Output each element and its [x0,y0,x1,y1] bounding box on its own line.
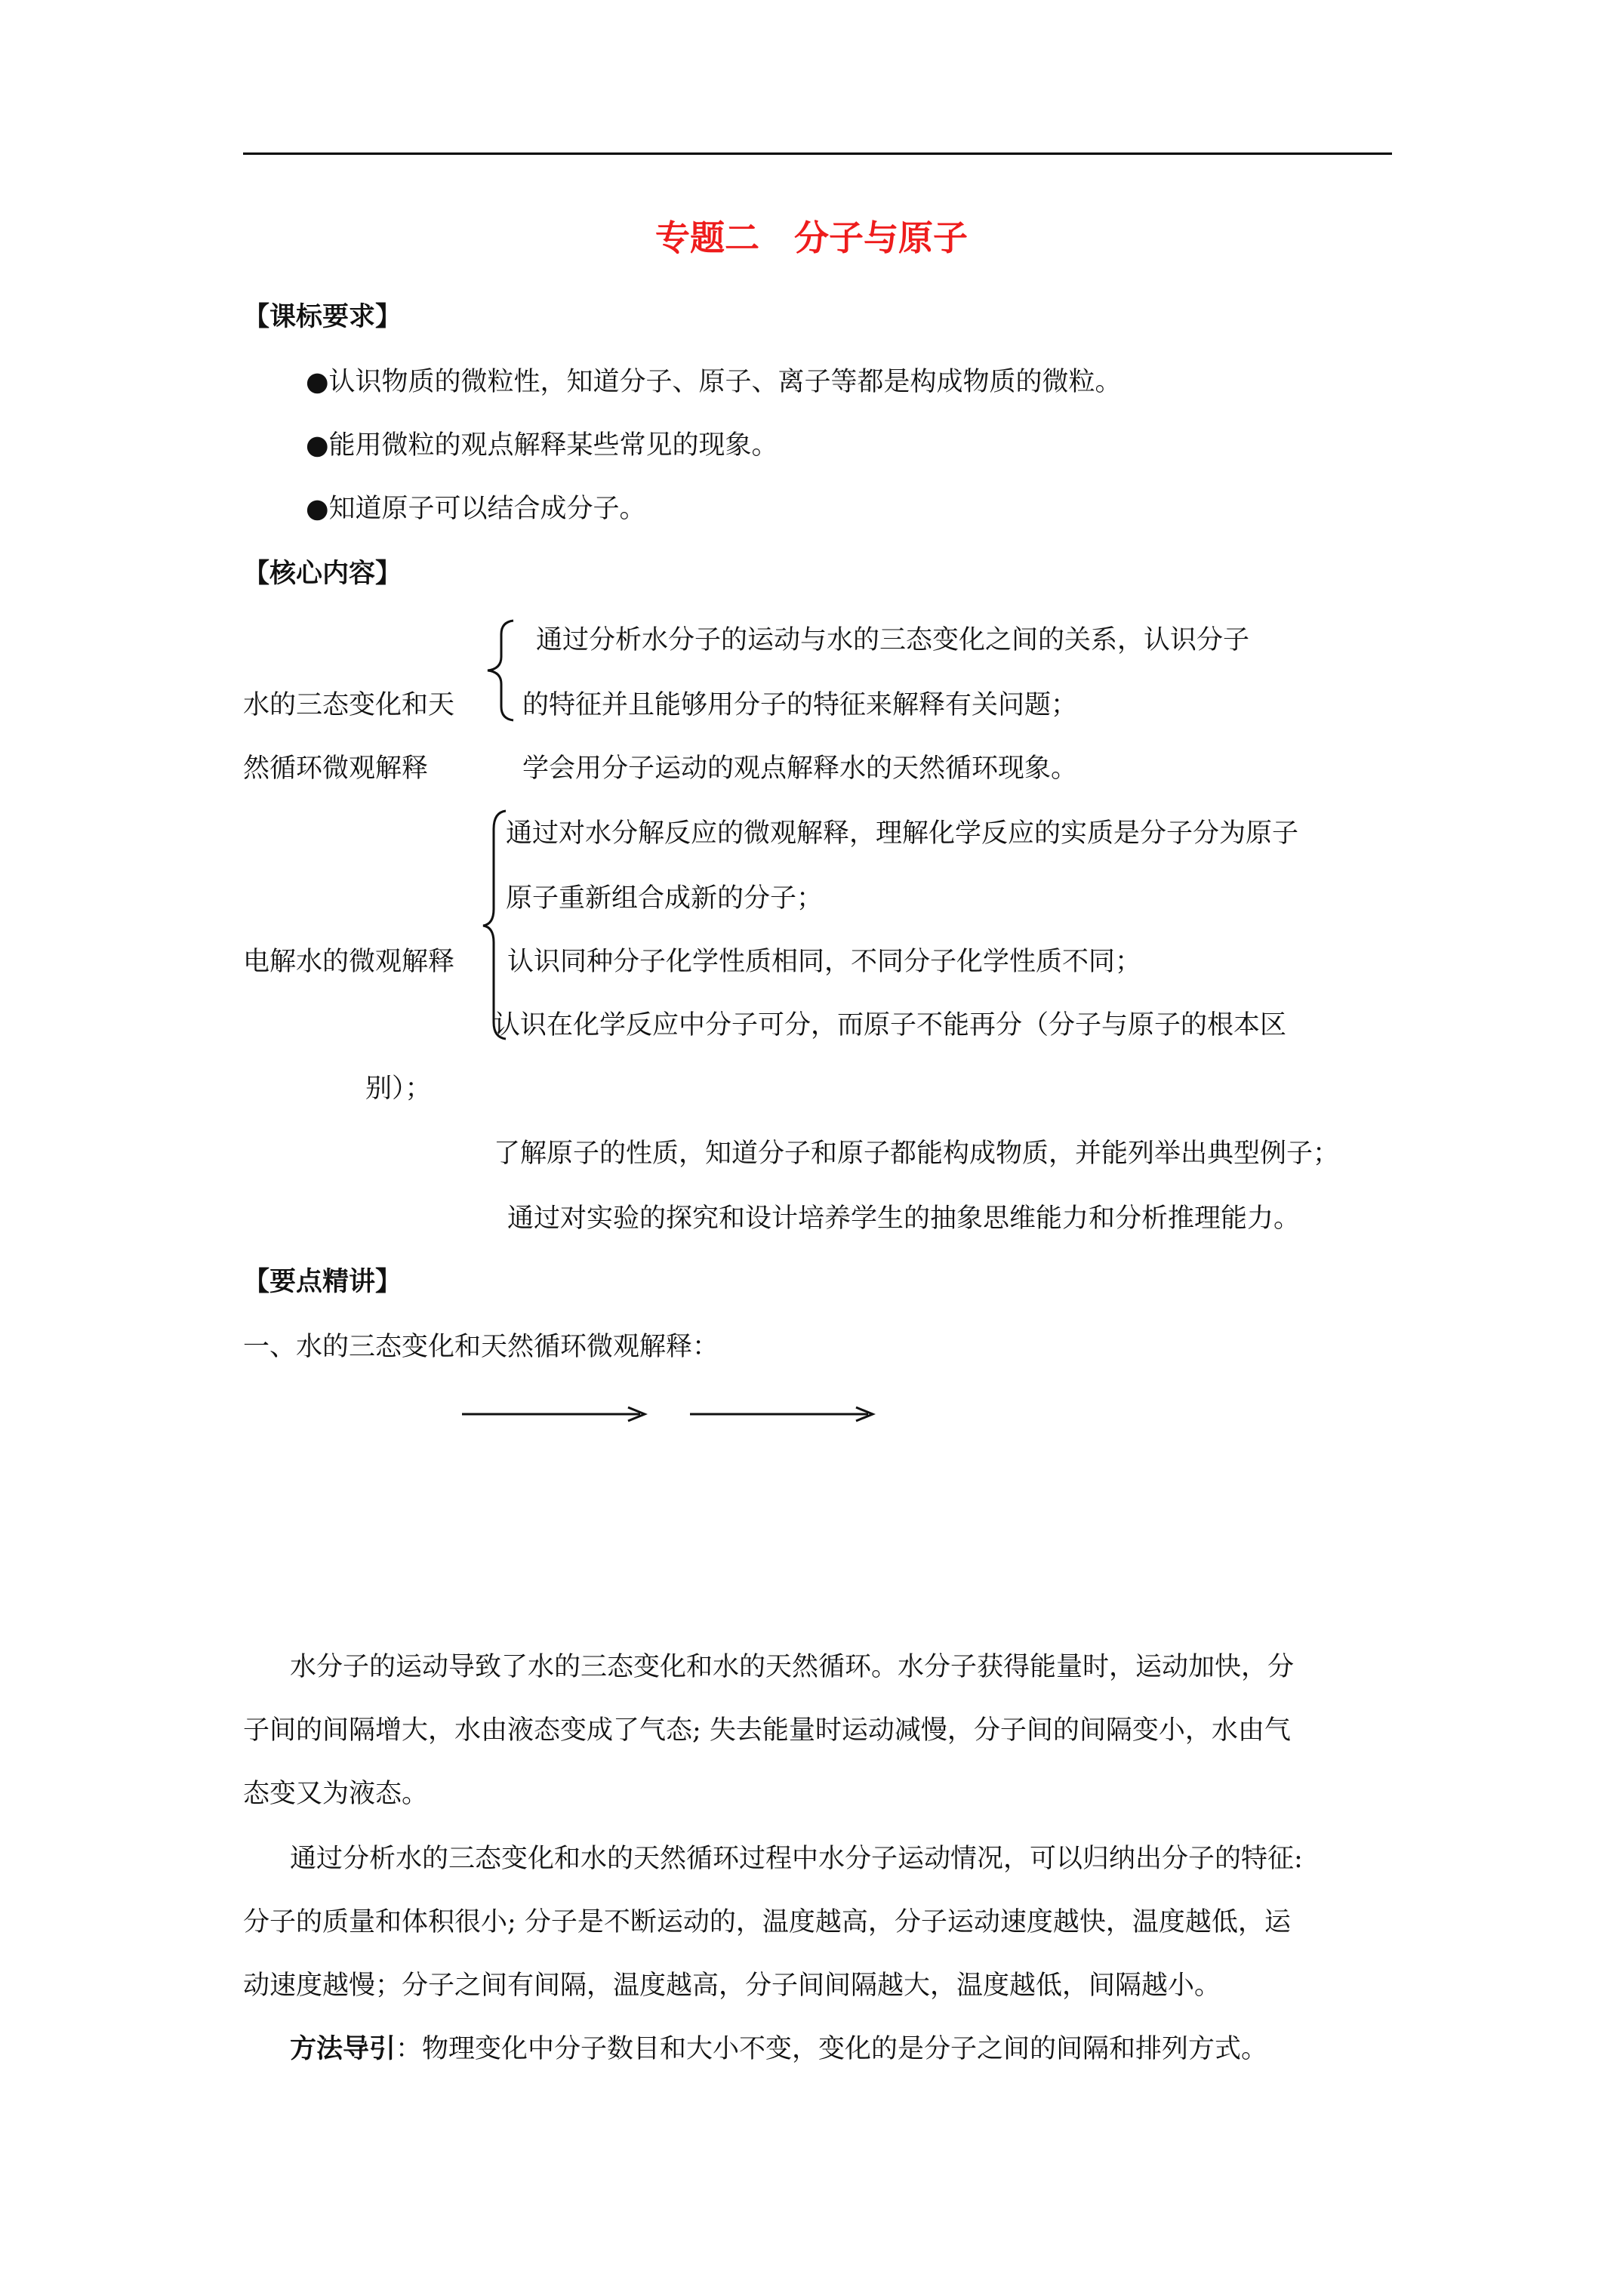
para1-line-3: 态变又为液态。 [243,1779,429,1809]
hexin-block2-line-3: 认识同种分子化学性质相同，不同分子化学性质不同； [507,947,1142,977]
hexin-block2-line-6: 了解原子的性质，知道分子和原子都能构成物质，并能列举出典型例子； [494,1139,1340,1169]
para2-line-2: 分子的质量和体积很小; 分子是不断运动的，温度越高，分子运动速度越快，温度越低，运 [243,1907,1291,1937]
section-heading-yaodian: 【要点精讲】 [243,1266,402,1297]
hexin-block1-label-line-1: 水的三态变化和天 [243,690,455,720]
right-arrow-icon [688,1403,877,1425]
kebiao-item-3: ●知道原子可以结合成分子。 [306,494,646,524]
curly-brace-icon [483,618,518,723]
kebiao-item-1: ●认识物质的微粒性，知道分子、原子、离子等都是构成物质的微粒。 [306,367,1122,397]
section-heading-kebiao: 【课标要求】 [243,301,402,332]
yaodian-subheading: 一、水的三态变化和天然循环微观解释： [243,1332,719,1362]
hexin-block2-line-5: 别）； [365,1074,432,1104]
hexin-block1-line-3: 学会用分子运动的观点解释水的天然循环现象。 [522,754,1078,784]
hexin-block2-line-7: 通过对实验的探究和设计培养学生的抽象思维能力和分析推理能力。 [507,1203,1301,1234]
method-guide-text: ：物理变化中分子数目和大小不变，变化的是分子之间的间隔和排列方式。 [396,2034,1268,2064]
hexin-block1-label-line-2: 然循环微观解释 [243,754,429,784]
method-guide-label: 方法导引 [290,2033,396,2064]
para2-line-1: 通过分析水的三态变化和水的天然循环过程中水分子运动情况，可以归纳出分子的特征: [290,1844,1303,1874]
hexin-block2-line-4: 认识在化学反应中分子可分，而原子不能再分（分子与原子的根本区 [494,1010,1287,1040]
header-rule [243,153,1392,155]
hexin-block1-line-2: 的特征并且能够用分子的特征来解释有关问题； [522,690,1078,720]
right-arrow-icon [460,1403,649,1425]
method-guide [290,2032,1267,2066]
hexin-block2-line-2: 原子重新组合成新的分子； [506,883,824,914]
hexin-block2-label: 电解水的微观解释 [243,947,455,977]
para2-line-3: 动速度越慢；分子之间有间隔，温度越高，分子间间隔越大，温度越低，间隔越小。 [243,1971,1221,2001]
page-title: 专题二 分子与原子 [655,217,968,258]
para1-line-2: 子间的间隔增大，水由液态变成了气态; 失去能量时运动减慢，分子间的间隔变小，水由气 [243,1715,1291,1746]
hexin-block2-line-1: 通过对水分解反应的微观解释，理解化学反应的实质是分子分为原子 [506,818,1299,849]
para1-line-1: 水分子的运动导致了水的三态变化和水的天然循环。水分子获得能量时，运动加快，分 [290,1652,1295,1682]
kebiao-item-2: ●能用微粒的观点解释某些常见的现象。 [306,430,778,461]
section-heading-hexin: 【核心内容】 [243,558,402,589]
hexin-block1-line-1: 通过分析水分子的运动与水的三态变化之间的关系，认识分子 [536,625,1250,655]
